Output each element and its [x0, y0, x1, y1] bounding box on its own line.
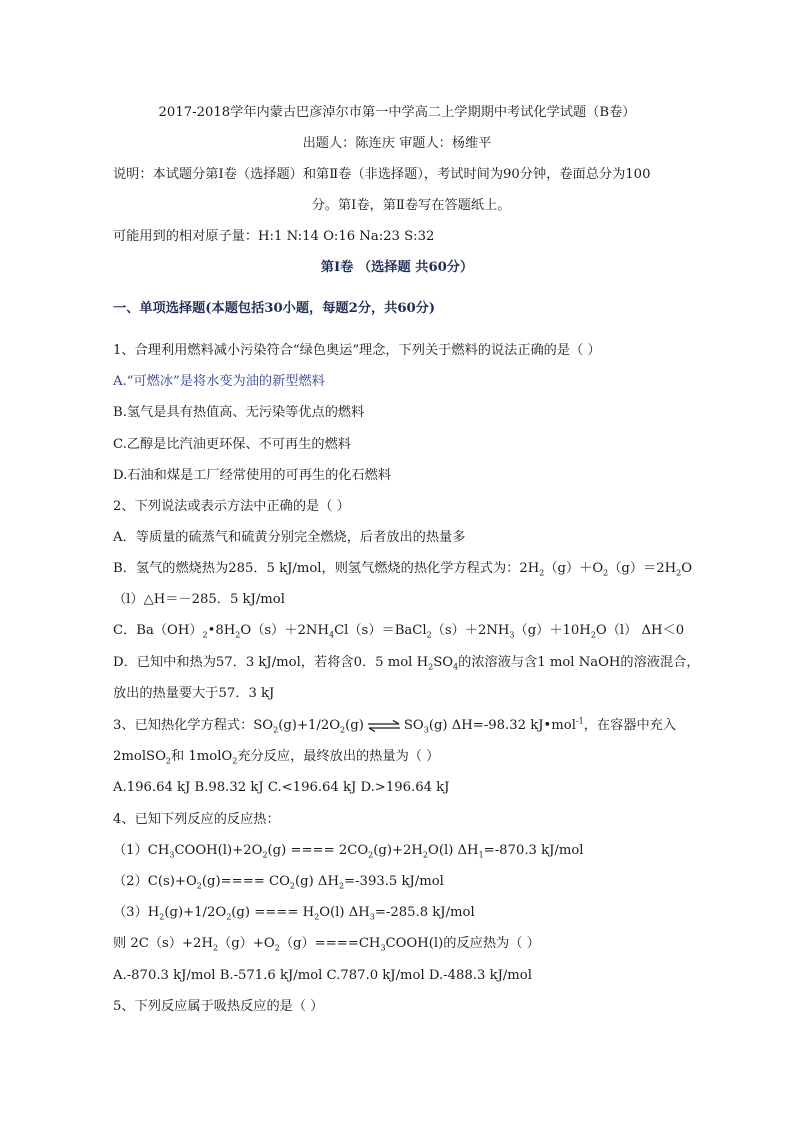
- q2-option-d-line-2: 放出的热量要大于57．3 kJ: [113, 686, 275, 701]
- q2-option-a: A．等质量的硫蒸气和硫黄分别完全燃烧，后者放出的热量多: [113, 530, 466, 545]
- instructions-line-1: 说明：本试题分第Ⅰ卷（选择题）和第Ⅱ卷（非选择题），考试时间为90分钟，卷面总分为100: [113, 167, 651, 182]
- equilibrium-arrow-icon: [367, 720, 401, 732]
- q3-stem: 3、已知热化学方程式：$SO_2(g)+1/2O_2(g)$ $SO_3(g)$ ΔH=-98.32 kJ•mol$^{-1}$，在容器中充入: [113, 716, 677, 735]
- section-heading: 一、单项选择题(本题包括30小题，每题2分，共60分): [113, 301, 436, 316]
- q2-option-d-line-1: D．已知中和热为57．3 kJ/mol，若将含0．5 mol $H_2SO_4$的浓溶液与含1 mol NaOH的溶液混合，: [113, 655, 700, 672]
- q1-option-b: B.氢气是具有热值高、无污染等优点的燃料: [113, 405, 365, 420]
- q4-reaction-1: $(1)CH_3COOH(l)+2O_2(g)$ ==== $2CO_2(g)+2H_2O(l)$ $\Delta H_1=-870.3$ kJ/mol: [113, 843, 584, 860]
- q2-option-b-line-1: B．氢气的燃烧热为285．5 kJ/mol，则氢气燃烧的热化学方程式为：$2H_2(g)+O_2(g)=2H_2O$: [113, 561, 693, 578]
- q1-stem: 1、合理利用燃料减小污染符合“绿色奥运”理念，下列关于燃料的说法正确的是（ ）: [113, 343, 601, 358]
- q4-reaction-3: $(3)H_2(g)+1/2O_2(g)$ ==== $H_2O(l)$ $\Delta H_3=-285.8$ kJ/mol: [113, 905, 475, 922]
- q1-option-a: A.“可燃冰”是将水变为油的新型燃料: [113, 374, 325, 389]
- authors-line: 出题人：陈连庆 审题人：杨维平: [302, 136, 492, 151]
- q5-stem: 5、下列反应属于吸热反应的是（ ）: [113, 999, 324, 1014]
- q2-option-c: C．$Ba(OH)_2•8H_2O(s)+2NH_4Cl(s)=BaCl_2(s)+2NH_3(g)+10H_2O(l)$ ΔH＜0: [113, 623, 685, 640]
- atomic-masses-line: 可能用到的相对原子量：H:1 N:14 O:16 Na:23 S:32: [113, 229, 435, 244]
- q1-option-d: D.石油和煤是工厂经常使用的可再生的化石燃料: [113, 468, 392, 483]
- exam-title: 2017-2018学年内蒙古巴彦淖尔市第一中学高二上学期期中考试化学试题（B卷）: [158, 105, 636, 120]
- q4-stem: 4、已知下列反应的反应热：: [113, 812, 280, 827]
- part-one-title: 第Ⅰ卷 （选择题 共60分）: [320, 260, 474, 275]
- q2-option-b-line-2: （l）△H＝－285．5 kJ/mol: [113, 592, 285, 607]
- q4-options: A.-870.3 kJ/mol B.-571.6 kJ/mol C.787.0 kJ/mol D.-488.3 kJ/mol: [113, 968, 532, 983]
- q3-stem-line-2: 2molSO$_2$和 1molO$_2$充分反应，最终放出的热量为（ ）: [113, 749, 440, 766]
- q2-stem: 2、下列说法或表示方法中正确的是（ ）: [113, 499, 350, 514]
- q4-reaction-2: $(2)C(s)+O_2(g)==== CO_2(g)$ $\Delta H_2=-393.5$ kJ/mol: [113, 874, 444, 891]
- q4-question: 则 $2C(s)+2H_2(g)+O_2(g)====CH_3COOH(l)$的反应热为（ ）: [113, 936, 540, 953]
- q3-options: A.196.64 kJ B.98.32 kJ C.<196.64 kJ D.>196.64 kJ: [113, 780, 450, 795]
- q1-option-c: C.乙醇是比汽油更环保、不可再生的燃料: [113, 437, 351, 452]
- instructions-line-2: 分。第Ⅰ卷，第Ⅱ卷写在答题纸上。: [311, 198, 511, 213]
